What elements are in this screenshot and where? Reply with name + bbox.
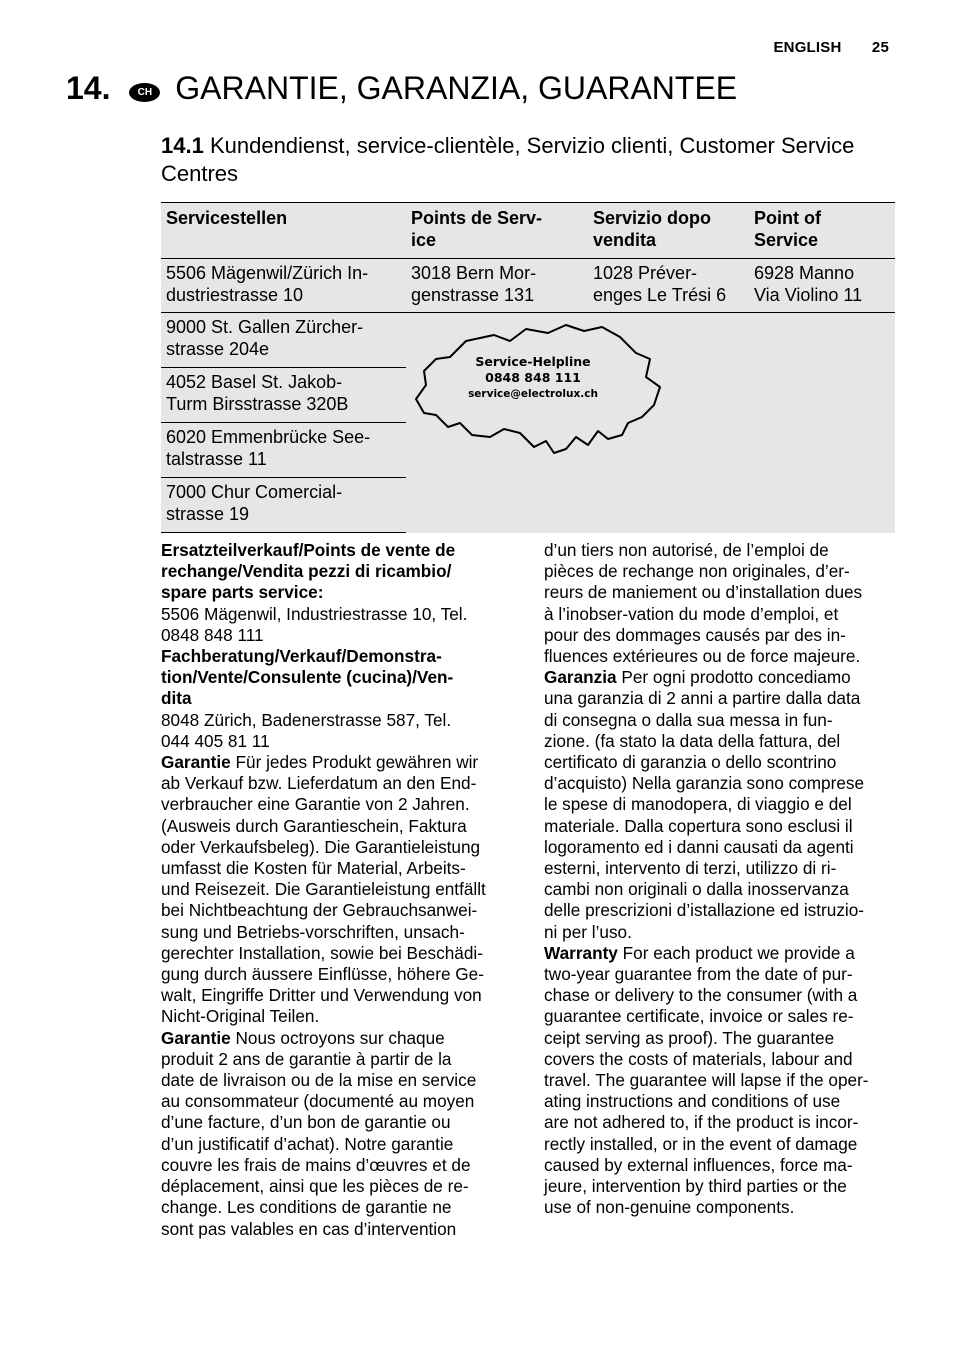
section-title [161, 132, 881, 188]
table-cell: 3018 Bern Mor- genstrasse 131 [406, 259, 588, 313]
garanzia-label: Garanzia [544, 667, 617, 688]
table-header-cell: Servicestellen [161, 203, 406, 259]
chapter-title-text: GARANTIE, GARANZIA, GUARANTEE [175, 70, 738, 106]
warranty-paragraph: Warranty For each product we provide a two-year guarantee from the date of pur- chase or delivery to the consumer (with a guarantee certificate, invoice or sales re- ceipt serving as proof). The guarantee covers the costs of materials, labour and travel. The guarantee will lapse if the oper- ating instructions and conditions of use are not adhered to, if the product is incor- rectly installed, or in the event of damage caused by external influences, force ma- jeure, intervention by third parties or the use of non-genuine components. [544, 942, 869, 1218]
table-cell: 6928 Manno Via Violino 11 [749, 259, 895, 313]
table-header-cell: Point of Service [749, 203, 895, 259]
switzerland-map-icon [406, 313, 895, 534]
table-cell: 5506 Mägenwil/Zürich In- dustriestrasse 10 [161, 259, 406, 313]
section-number: 14.1 [161, 133, 204, 158]
table-row [161, 313, 895, 368]
table-header-cell: Servizio dopo vendita [588, 203, 749, 259]
consulting-address: 8048 Zürich, Badenerstrasse 587, Tel. 044 405 81 11 [161, 709, 452, 751]
garantie-fr-label: Garantie [161, 1027, 231, 1048]
right-text-column [544, 540, 896, 1219]
garantie-de-label: Garantie [161, 752, 231, 773]
table-header-row [161, 203, 895, 259]
service-centres-table [161, 202, 895, 533]
table-header-cell: Points de Serv- ice [406, 203, 588, 259]
running-header [773, 39, 889, 56]
spare-parts-address: 5506 Mägenwil, Industriestrasse 10, Tel. 0848 848 111 [161, 603, 468, 645]
consulting-heading: Fachberatung/Verkauf/Demonstra- tion/Vente/Consulente (cucina)/Ven- dita [161, 646, 454, 709]
garantie-de-paragraph: Garantie Für jedes Produkt gewähren wir ab Verkauf bzw. Lieferdatum an den End- verbraucher eine Garantie von 2 Jahren. (Ausweis durch Garantieschein, Faktura oder Verkaufsbeleg). Die Garantieleistung umfasst die Kosten für Material, Arbeits- und Reisezeit. Die Garantieleistung entfällt bei Nichtbeachtung der Gebrauchsanwei- sung und Betriebs-vorschriften, unsach- gerechter Installation, sowie bei Beschädi- gung durch äussere Einflüsse, höhere Ge- walt, Eingriffe Dritter und Verwendung von Nicht-Original Teilen. [161, 752, 486, 1027]
service-map-cell [406, 313, 895, 533]
left-text-column [161, 540, 513, 1240]
table-cell: 9000 St. Gallen Zürcher- strasse 204e [161, 313, 406, 368]
chapter-title [66, 68, 906, 108]
table-cell: 6020 Emmenbrücke See- talstrasse 11 [161, 423, 406, 478]
table-cell: 7000 Chur Comercial- strasse 19 [161, 478, 406, 533]
chapter-number: 14. [66, 70, 111, 106]
table-row [161, 259, 895, 313]
spare-parts-heading: Ersatzteilverkauf/Points de vente de rechange/Vendita pezzi di ricambio/ spare parts service: [161, 540, 456, 603]
helpline-phone: 0848 848 111 [485, 370, 581, 385]
section-title-text: Kundendienst, service-clientèle, Servizio clienti, Customer Service Centres [161, 133, 855, 186]
garanzia-paragraph: Garanzia Per ogni prodotto concediamo una garanzia di 2 anni a partire dalla data di consegna o dalla sua messa in fun- zione. (fa stato la data della fattura, del certificato di garanzia o dello scontrino d’acquisto) Nella garanzia sono comprese le spese di manodopera, di viaggio e del materiale. Dalla copertura sono esclusi il logoramento ed i danni causati da agenti esterni, intervento di terzi, utilizzo di ri- cambi non originali o dalla inosservanza delle prescrizioni d’istallazione ed istruzio- ni per l’uso. [544, 667, 865, 942]
garantie-fr-paragraph: Garantie Nous octroyons sur chaque produit 2 ans de garantie à partir de la date de livraison ou de la mise en service au consommateur (documenté au moyen d’une facture, d’un bon de garantie ou d’un justificatif d’achat). Notre garantie couvre les frais de mains d’œuvres et de déplacement, ainsi que les pièces de re- change. Les conditions de garantie ne sont pas valables en cas d’intervention [161, 1027, 477, 1239]
helpline-email: service@electrolux.ch [468, 388, 598, 400]
country-badge-ch: CH [129, 83, 160, 102]
table-cell: 1028 Préver- enges Le Trési 6 [588, 259, 749, 313]
warranty-label: Warranty [544, 942, 618, 963]
page-number: 25 [871, 39, 889, 56]
table-cell: 4052 Basel St. Jakob- Turm Birsstrasse 320B [161, 368, 406, 423]
header-language: ENGLISH [773, 39, 842, 56]
garantie-fr-continuation: d’un tiers non autorisé, de l’emploi de pièces de rechange non originales, d’er- reurs de maniement ou d’installation dues à l’inobser-vation du mode d’emploi, et pour des dommages causés par des in- fluences extérieures ou de force majeure. [544, 540, 863, 667]
helpline-label: Service-Helpline [475, 354, 591, 369]
